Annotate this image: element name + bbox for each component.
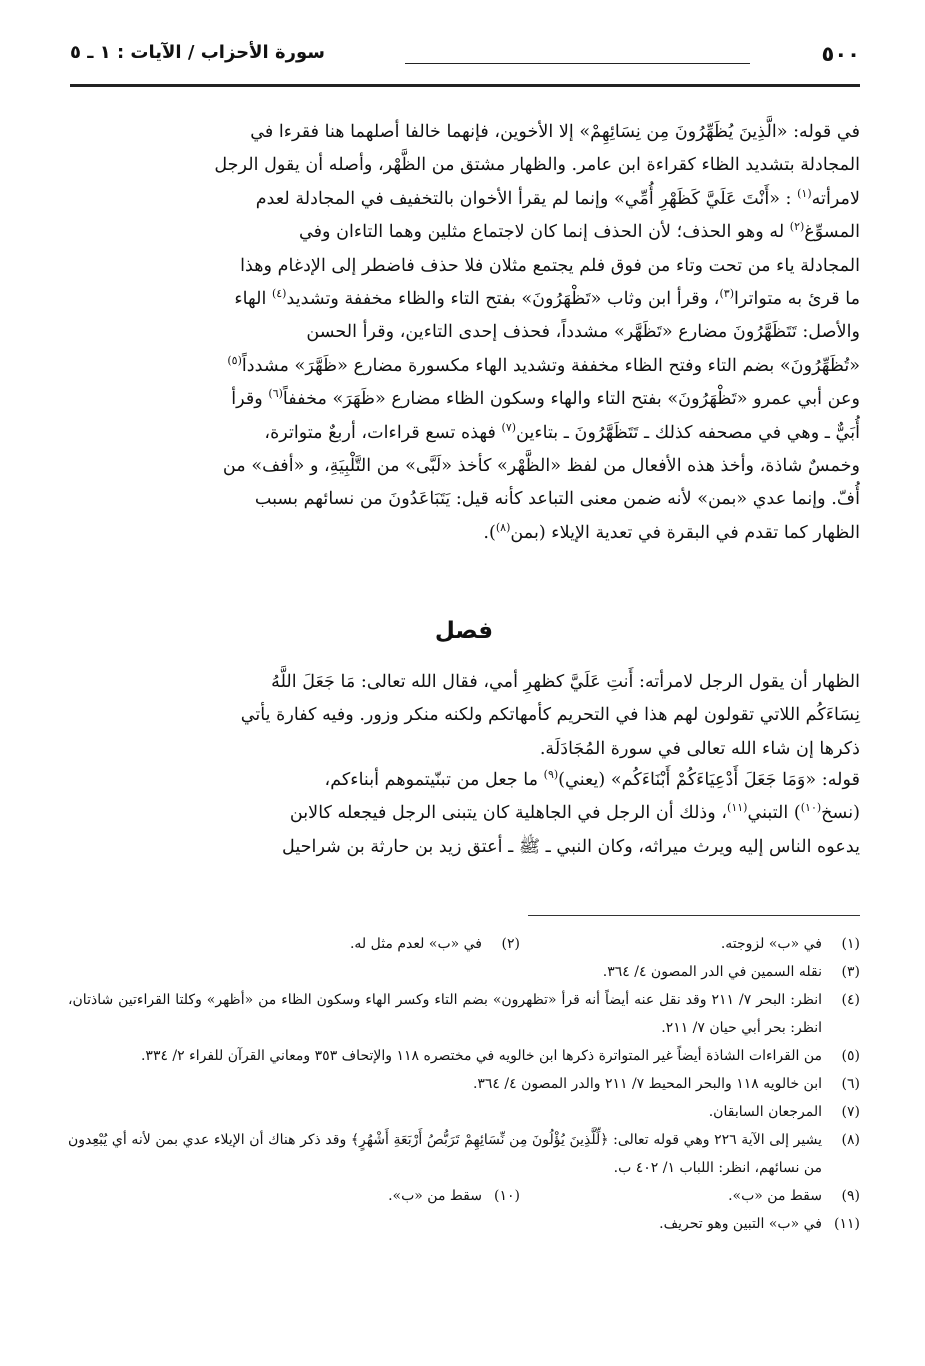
footnote-ref: (١٠) bbox=[800, 801, 822, 815]
text-line: أُبَيٌّ ـ وهي في مصحفه كذلك ـ تَتَظَهَّرُونَ ـ بتاءين bbox=[516, 422, 860, 443]
footnote-ref: (٢) bbox=[789, 220, 805, 234]
footnote-text: من القراءات الشاذة أيضاً غير المتواترة ذكرها ابن خالويه في مختصره ١١٨ والإتحاف ٣٥٣ ومعاني القرآن للفراء ٢/ ٣٣٤. bbox=[140, 1048, 822, 1064]
page-number: ٥٠٠ bbox=[821, 42, 860, 66]
footnote-ref: (٨) bbox=[495, 521, 511, 535]
footnote-10 bbox=[180, 1182, 520, 1210]
footnote-text: في «ب» لزوجته. bbox=[720, 936, 822, 952]
footnote-text: سقط من «ب». bbox=[728, 1188, 822, 1204]
footnote-5 bbox=[68, 1042, 860, 1070]
text-line: الظهار كما تقدم في البقرة في تعدية الإيلاء (بمن bbox=[510, 522, 860, 543]
footnote-number: (٧) bbox=[841, 1104, 860, 1120]
text-line: ذكرها إن شاء الله تعالى في سورة المُجَادَلَة. bbox=[539, 738, 860, 759]
footnote-9 bbox=[520, 1182, 860, 1210]
footnote-text: في «ب» التبين وهو تحريف. bbox=[659, 1216, 822, 1232]
footnote-separator bbox=[528, 915, 860, 916]
footnote-ref: (٩) bbox=[543, 768, 559, 782]
text-line: وقرأ bbox=[231, 389, 269, 410]
footnote-1 bbox=[520, 930, 860, 958]
text-line: لامرأته bbox=[811, 188, 860, 209]
text-line: أُفّ. وإنما عدي «بمن» لأنه ضمن معنى التباعد كأنه قيل: يَتَبَاعَدُونَ من نسائهم بسبب bbox=[254, 489, 860, 510]
header-rule bbox=[70, 84, 860, 87]
section-heading: فصل bbox=[434, 618, 494, 644]
footnote-ref: (٣) bbox=[719, 287, 735, 301]
text-line: وخمسٌ شاذة، وأخذ هذه الأفعال من لفظ «الظَّهْر» كأخذ «لَبَّى» من التَّلْبِيَةِ، و «أفف» من bbox=[222, 456, 860, 477]
body-paragraph-1 bbox=[68, 116, 860, 550]
footnote-number: (٨) bbox=[841, 1132, 860, 1148]
footnote-text: يشير إلى الآية ٢٢٦ وهي قوله تعالى: ﴿لِّلَّذِينَ يُؤْلُونَ مِن نِّسَائِهِمْ تَرَبُّصُ أَرْبَعَةِ أَشْهُرٍ﴾ وقد ذكر هناك أن الإيلاء عدي بمن لأنه أي يُبْعِدون من نسائهم، انظر: اللباب ١/ ٤٠٢ ب. bbox=[68, 1132, 823, 1176]
footnote-row bbox=[68, 930, 860, 958]
text-line: وعن أبي عمرو «تَظْهَرُونَ» بفتح التاء والهاء وسكون الظاء مضارع «ظَهَرَ» مخففاً bbox=[282, 389, 860, 410]
text-line: فهذه تسع قراءات، أربعٌ متواترة، bbox=[264, 422, 502, 443]
footnotes bbox=[68, 930, 860, 1238]
footnote-text: في «ب» لعدم مثل له. bbox=[349, 936, 482, 952]
body-paragraph-2 bbox=[68, 666, 860, 766]
footnote-number: (٦) bbox=[841, 1076, 860, 1092]
text-line: ). bbox=[483, 522, 496, 543]
text-line: المسوِّغ bbox=[804, 222, 860, 243]
footnote-11 bbox=[68, 1210, 860, 1238]
footnote-4 bbox=[68, 986, 860, 1042]
text-line: في قوله: «الَّذِينَ يُظَهِّرُونَ مِن نِسَائِهِمْ» إلا الأخوين، فإنهما خالفا أصلهما هنا فقرءا في bbox=[250, 122, 860, 142]
footnote-7 bbox=[68, 1098, 860, 1126]
footnote-ref: (٧) bbox=[501, 420, 517, 434]
text-line: المجادلة بتشديد الظاء كقراءة ابن عامر. والظهار مشتق من الظَّهْر، وأصله أن يقول الرجل bbox=[214, 155, 860, 176]
footnote-2 bbox=[180, 930, 520, 958]
text-line: نِسَاءَكُم اللاتي تقولون لهم هذا في التحريم كأمهاتكم ولكنه منكر وزور. وفيه كفارة يأتي bbox=[240, 705, 860, 726]
body-paragraph-3 bbox=[68, 764, 860, 864]
footnote-number: (٤) bbox=[841, 992, 860, 1008]
text-line: ما قرئ به متواترا bbox=[734, 289, 860, 310]
text-line: (نسخ bbox=[821, 803, 860, 824]
surah-title: سورة الأحزاب / الآيات : ١ ـ ٥ bbox=[70, 42, 325, 63]
footnote-3 bbox=[68, 958, 860, 986]
text-line: «تُظَهِّرُونَ» بضم التاء وفتح الظاء مخففة وتشديد الهاء مكسورة مضارع «ظَهَّرَ» مشدداً bbox=[241, 355, 860, 376]
text-line: والأصل: تَتَظَهَّرُونَ مضارع «تَظَهَّر» مشدداً، فحذف إحدى التاءين، وقرأ الحسن bbox=[306, 322, 860, 343]
footnote-ref: (٤) bbox=[271, 287, 287, 301]
footnote-text: ابن خالويه ١١٨ والبحر المحيط ٧/ ٢١١ والدر المصون ٤/ ٣٦٤. bbox=[472, 1076, 822, 1092]
footnote-ref: (١١) bbox=[727, 801, 748, 815]
text-line: ) التبني bbox=[747, 803, 801, 824]
footnote-ref: (٦) bbox=[268, 387, 283, 401]
footnote-number: (٣) bbox=[841, 964, 860, 980]
footnote-number: (١١) bbox=[834, 1216, 860, 1232]
footnote-number: (٩) bbox=[841, 1188, 860, 1204]
text-line: الهاء bbox=[234, 289, 272, 310]
footnote-text: سقط من «ب». bbox=[388, 1188, 482, 1204]
text-line: ، وقرأ ابن وثاب «تَظْهَرُونَ» بفتح التاء والظاء مخففة وتشديد bbox=[286, 289, 720, 310]
footnote-number: (١) bbox=[841, 936, 860, 952]
footnote-text: المرجعان السابقان. bbox=[708, 1104, 822, 1120]
footnote-number: (٥) bbox=[841, 1048, 860, 1064]
text-line: الظهار أن يقول الرجل لامرأته: أَنتِ عَلَيَّ كظهرِ أمي، فقال الله تعالى: مَا جَعَلَ اللَّهُ bbox=[271, 672, 860, 692]
header-dash-line bbox=[405, 63, 750, 64]
footnote-row bbox=[68, 1182, 860, 1210]
footnote-number: (٢) bbox=[501, 936, 520, 952]
text-line: يدعوه الناس إليه ويرث ميراثه، وكان النبي ـ ﷺ ـ أعتق زيد بن حارثة بن شراحيل bbox=[282, 836, 860, 857]
footnote-number: (١٠) bbox=[494, 1188, 520, 1204]
footnote-text: انظر: البحر ٧/ ٢١١ وقد نقل عنه أيضاً أنه قرأ «تظهرون» بضم التاء وكسر الهاء وسكون الظاء من «أظهر» وكلتا القراءتين شاذتان، انظر: بحر أبي حيان ٧/ ٢١١. bbox=[68, 992, 822, 1036]
footnote-8 bbox=[68, 1126, 860, 1182]
text-line: قوله: «وَمَا جَعَلَ أَدْعِيَاءَكُمْ أَبْنَاءَكُم» (يعني) bbox=[558, 770, 860, 790]
footnote-ref: (٥) bbox=[227, 353, 242, 367]
footnote-6 bbox=[68, 1070, 860, 1098]
text-line: : «أَنْتَ عَلَيَّ كَظَهْرِ أُمِّي» وإنما لم يقرأ الأخوان بالتخفيف في المجادلة لعدم bbox=[255, 188, 798, 209]
text-line: له وهو الحذف؛ لأن الحذف إنما كان لاجتماع مثلين وهما التاءان وفي bbox=[298, 222, 790, 243]
text-line: ما جعل من تبنّيتموهم أبناءكم، bbox=[324, 770, 544, 790]
footnote-ref: (١) bbox=[797, 186, 812, 200]
text-line: المجادلة ياء من تحت وتاء من فوق فلم يجتمع مثلان فلا حذف فاضطر إلى الإدغام وهذا bbox=[240, 255, 860, 276]
page-header bbox=[70, 36, 860, 82]
text-line: ، وذلك أن الرجل في الجاهلية كان يتبنى الرجل فيجعله كالابن bbox=[289, 803, 728, 824]
footnote-text: نقله السمين في الدر المصون ٤/ ٣٦٤. bbox=[602, 964, 822, 980]
